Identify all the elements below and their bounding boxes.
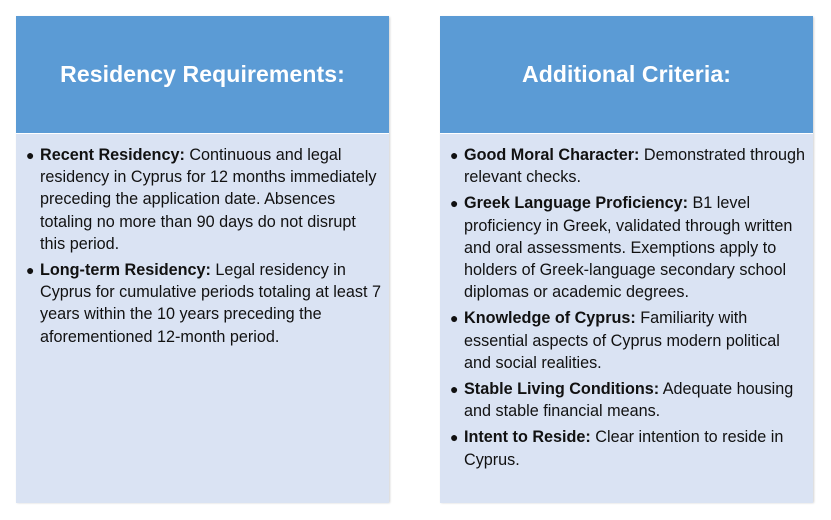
item-term: Recent Residency: xyxy=(40,146,185,164)
list-item-greek-language-proficiency xyxy=(448,192,805,303)
list-item-intent-to-reside xyxy=(448,426,805,470)
item-term: Intent to Reside: xyxy=(464,428,591,447)
list-item-knowledge-of-cyprus xyxy=(448,307,805,374)
list-item-recent-residency xyxy=(24,144,381,255)
item-text: Demonstrated through relevant checks. xyxy=(464,146,805,187)
item-text: Legal residency in Cyprus for cumulative periods totaling at least 7 years within the 10 years preceding the aforementioned 12-month period. xyxy=(40,261,382,346)
bullet-icon: ● xyxy=(26,147,35,163)
bullet-icon: ● xyxy=(450,381,459,398)
bullet-icon: ● xyxy=(26,262,35,279)
item-text: Continuous and legal residency in Cyprus for 12 months immediately preceding the application date. Absences totaling no more than 90 days do not disrupt this period. xyxy=(40,146,377,253)
item-text: Familiarity with essential aspects of Cyprus modern political and social realities. xyxy=(464,309,780,372)
list-item-stable-living-conditions xyxy=(448,378,805,422)
item-text: Adequate housing and stable financial means. xyxy=(464,380,794,421)
additional-criteria-list xyxy=(448,144,805,471)
item-text: B1 level proficiency in Greek, validated through written and oral assessments. Exemptions apply to holders of Greek-language secondary school diplomas or academic degrees. xyxy=(464,194,793,302)
list-item-long-term-residency xyxy=(24,259,381,348)
bullet-icon: ● xyxy=(450,429,459,446)
additional-criteria-panel xyxy=(440,16,813,502)
bullet-icon: ● xyxy=(450,195,459,212)
residency-requirements-body xyxy=(16,134,389,503)
item-term: Good Moral Character: xyxy=(464,146,640,164)
residency-requirements-header xyxy=(16,16,389,134)
item-term: Long-term Residency: xyxy=(40,261,211,280)
item-term: Knowledge of Cyprus: xyxy=(464,309,636,328)
bullet-icon: ● xyxy=(450,147,459,163)
residency-requirements-panel xyxy=(16,16,389,502)
additional-criteria-title: Additional Criteria: xyxy=(521,61,731,87)
bullet-icon: ● xyxy=(450,310,459,327)
item-text: Clear intention to reside in Cyprus. xyxy=(464,428,784,469)
additional-criteria-header xyxy=(440,16,813,134)
residency-requirements-list xyxy=(24,144,381,348)
list-item-good-moral-character xyxy=(448,144,805,188)
residency-requirements-title: Residency Requirements: xyxy=(60,61,345,87)
additional-criteria-body xyxy=(440,134,813,503)
item-term: Stable Living Conditions: xyxy=(464,380,660,399)
item-term: Greek Language Proficiency: xyxy=(464,194,689,213)
